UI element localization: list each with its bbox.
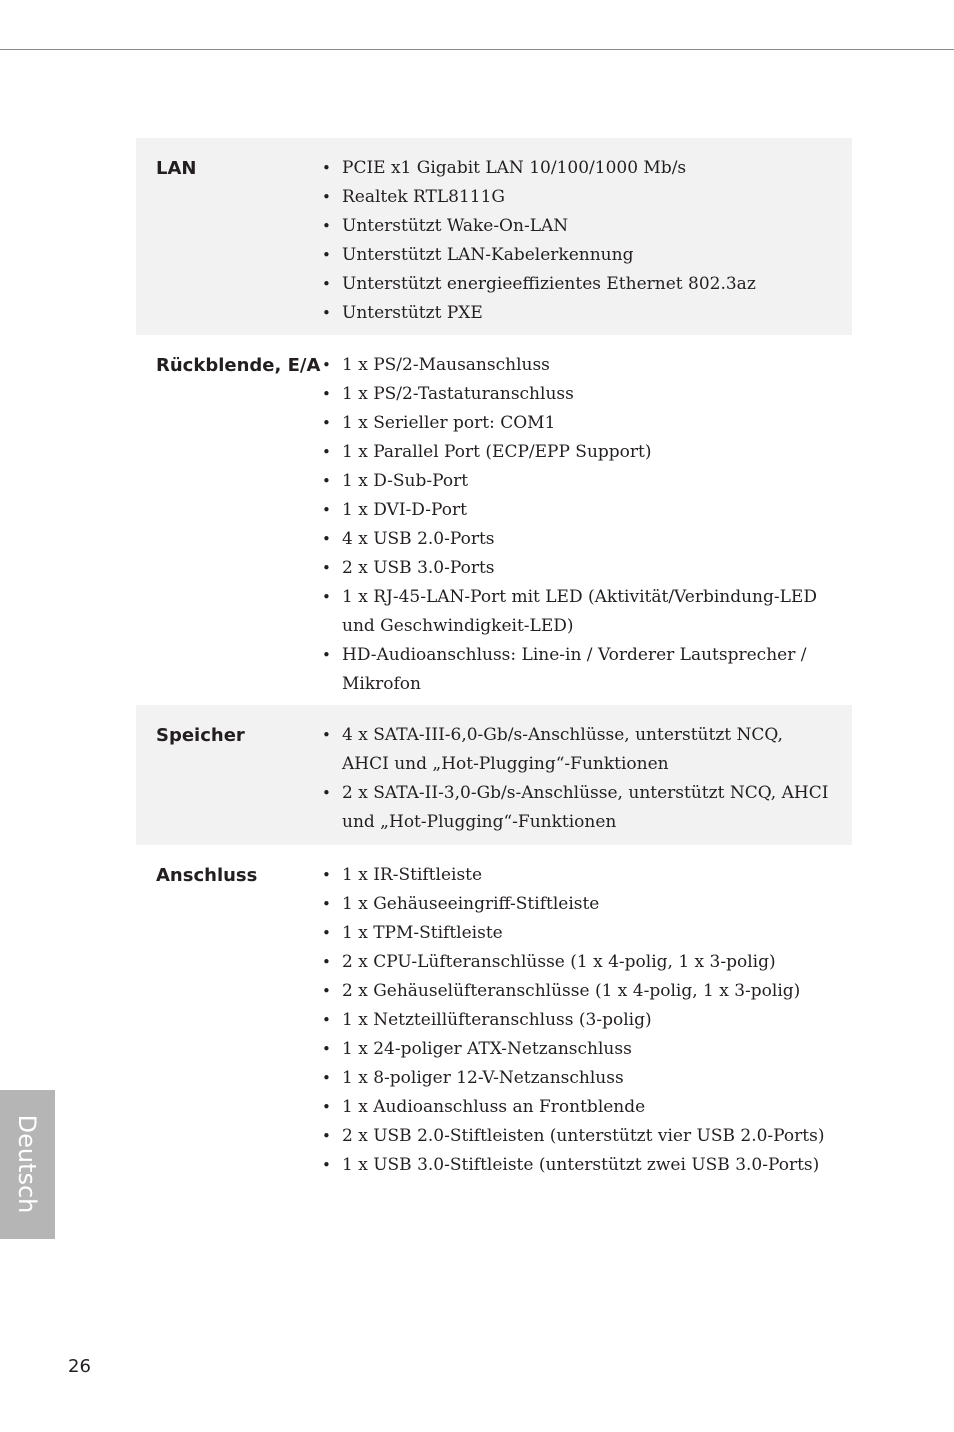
list-item: • Unterstützt Wake-On-LAN [322, 212, 832, 241]
list-item: • HD-Audioanschluss: Line-in / Vorderer Lautsprecher / Mikrofon [322, 641, 832, 699]
spec-row-speicher [136, 705, 852, 845]
spec-label: LAN [156, 158, 197, 179]
list-item: • 1 x Audioanschluss an Frontblende [322, 1093, 832, 1122]
list-item: • PCIE x1 Gigabit LAN 10/100/1000 Mb/s [322, 154, 832, 183]
list-item: • 2 x CPU-Lüfteranschlüsse (1 x 4-polig, 1 x 3-polig) [322, 948, 832, 977]
header-rule [0, 49, 954, 50]
spec-list [322, 351, 832, 693]
spec-label: Rückblende, E/A [156, 355, 321, 376]
list-item: • 1 x DVI-D-Port [322, 496, 832, 525]
list-item: • 1 x Gehäuseeingriff-Stiftleiste [322, 890, 832, 919]
list-item: • Unterstützt energieeffizientes Ethernet 802.3az [322, 270, 832, 299]
spec-list [322, 721, 832, 833]
list-item: • 2 x SATA-II-3,0-Gb/s-Anschlüsse, unterstützt NCQ, AHCI und „Hot-Plugging“-Funktionen [322, 779, 832, 837]
list-item: • 1 x D-Sub-Port [322, 467, 832, 496]
spec-list [322, 154, 832, 323]
list-item: • Realtek RTL8111G [322, 183, 832, 212]
list-item: • 4 x SATA-III-6,0-Gb/s-Anschlüsse, unterstützt NCQ, AHCI und „Hot-Plugging“-Funktionen [322, 721, 832, 779]
list-item: • 1 x TPM-Stiftleiste [322, 919, 832, 948]
spec-label: Anschluss [156, 865, 258, 886]
list-item: • 1 x Parallel Port (ECP/EPP Support) [322, 438, 832, 467]
list-item: • 1 x USB 3.0-Stiftleiste (unterstützt zwei USB 3.0-Ports) [322, 1151, 832, 1180]
page-number: 26 [68, 1356, 91, 1377]
list-item: • Unterstützt PXE [322, 299, 832, 328]
list-item: • 1 x Netzteillüfteranschluss (3-polig) [322, 1006, 832, 1035]
list-item: • 1 x PS/2-Mausanschluss [322, 351, 832, 380]
spec-row-lan [136, 138, 852, 335]
list-item: • 1 x 24-poliger ATX-Netzanschluss [322, 1035, 832, 1064]
list-item: • 1 x RJ-45-LAN-Port mit LED (Aktivität/Verbindung-LED und Geschwindigkeit-LED) [322, 583, 832, 641]
list-item: • 1 x PS/2-Tastaturanschluss [322, 380, 832, 409]
list-item: • Unterstützt LAN-Kabelerkennung [322, 241, 832, 270]
spec-list [322, 861, 832, 1183]
list-item: • 1 x IR-Stiftleiste [322, 861, 832, 890]
language-tab-label: Deutsch [13, 1114, 41, 1214]
list-item: • 1 x Serieller port: COM1 [322, 409, 832, 438]
spec-row-anschluss [136, 845, 852, 1195]
list-item: • 2 x Gehäuselüfteranschlüsse (1 x 4-polig, 1 x 3-polig) [322, 977, 832, 1006]
list-item: • 2 x USB 2.0-Stiftleisten (unterstützt vier USB 2.0-Ports) [322, 1122, 832, 1151]
spec-label: Speicher [156, 725, 245, 746]
spec-table [136, 138, 852, 1195]
list-item: • 1 x 8-poliger 12-V-Netzanschluss [322, 1064, 832, 1093]
list-item: • 4 x USB 2.0-Ports [322, 525, 832, 554]
list-item: • 2 x USB 3.0-Ports [322, 554, 832, 583]
language-tab [0, 1090, 55, 1239]
spec-row-rueckblende [136, 335, 852, 705]
